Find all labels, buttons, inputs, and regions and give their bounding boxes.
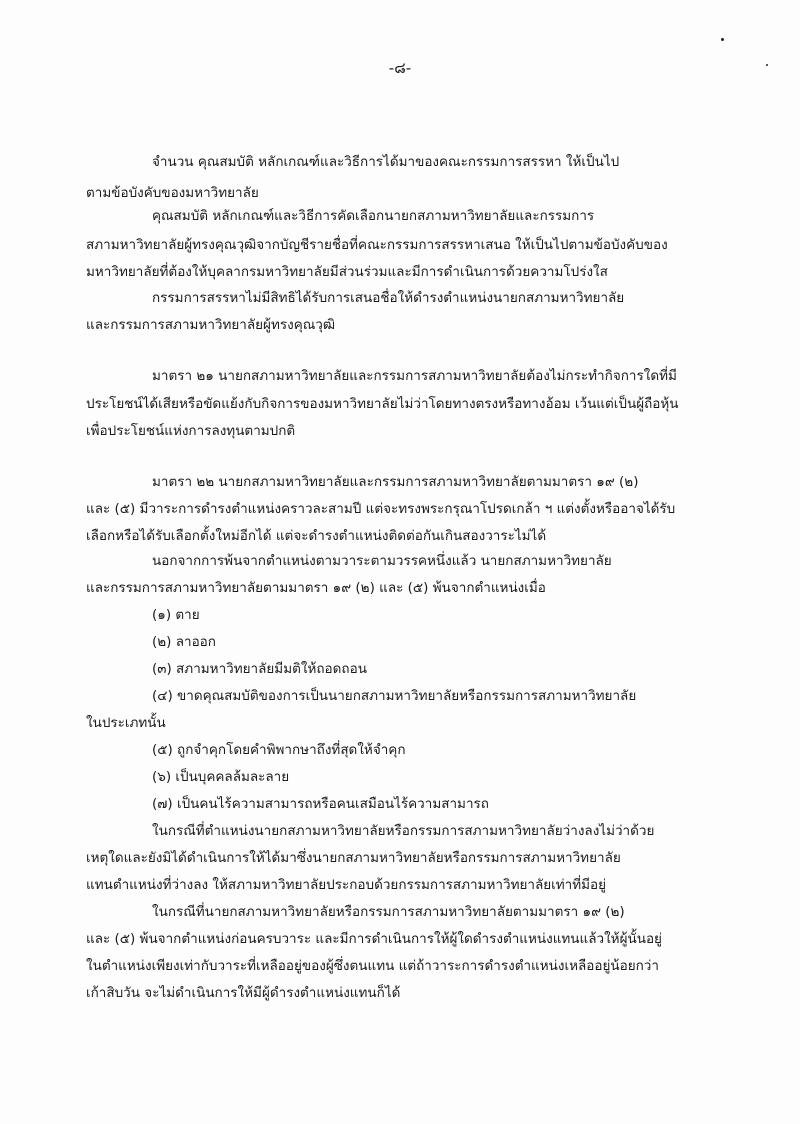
section-21-line-3: เพื่อประโยชน์แห่งการลงทุนตามปกติ	[86, 423, 296, 439]
paragraph-removal-intro-line-1: นอกจากการพ้นจากตำแหน่งตามวาระตามวรรคหนึ่งแล้ว นายกสภามหาวิทยาลัย	[152, 553, 612, 569]
paragraph-committee-composition-line-2: ตามข้อบังคับของมหาวิทยาลัย	[86, 185, 259, 201]
paragraph-committee-composition-line-1: จำนวน คุณสมบัติ หลักเกณฑ์และวิธีการได้มาของคณะกรรมการสรรหา ให้เป็นไป	[152, 154, 620, 170]
paragraph-committee-ineligibility-line-2: และกรรมการสภามหาวิทยาลัยผู้ทรงคุณวุฒิ	[86, 317, 336, 333]
section-22-line-1: มาตรา ๒๒ นายกสภามหาวิทยาลัยและกรรมการสภามหาวิทยาลัยตามมาตรา ๑๙ (๒)	[152, 474, 639, 490]
removal-item-5: (๕) ถูกจำคุกโดยคำพิพากษาถึงที่สุดให้จำคุก	[152, 742, 406, 758]
removal-item-2: (๒) ลาออก	[152, 634, 216, 650]
removal-item-4-continuation: ในประเภทนั้น	[86, 715, 166, 731]
paragraph-committee-ineligibility-line-1: กรรมการสรรหาไม่มีสิทธิได้รับการเสนอชื่อให้ดำรงตำแหน่งนายกสภามหาวิทยาลัย	[152, 290, 625, 306]
paragraph-selection-rules-line-3: มหาวิทยาลัยที่ต้องให้บุคลากรมหาวิทยาลัยมีส่วนร่วมและมีการดำเนินการด้วยความโปร่งใส	[86, 264, 608, 280]
section-21-line-1: มาตรา ๒๑ นายกสภามหาวิทยาลัยและกรรมการสภามหาวิทยาลัยต้องไม่กระทำกิจการใดที่มี	[152, 368, 677, 384]
removal-item-3: (๓) สภามหาวิทยาลัยมีมติให้ถอดถอน	[152, 661, 367, 677]
paragraph-replacement-line-2: และ (๕) พ้นจากตำแหน่งก่อนครบวาระ และมีการดำเนินการให้ผู้ใดดำรงตำแหน่งแทนแล้วให้ผู้นั้นอยู่	[86, 931, 662, 947]
removal-item-1: (๑) ตาย	[152, 607, 200, 623]
removal-item-7: (๗) เป็นคนไร้ความสามารถหรือคนเสมือนไร้ความสามารถ	[152, 796, 489, 812]
page-number: -๘-	[388, 59, 412, 77]
paragraph-replacement-line-1: ในกรณีที่นายกสภามหาวิทยาลัยหรือกรรมการสภามหาวิทยาลัยตามมาตรา ๑๙ (๒)	[152, 904, 625, 920]
paragraph-replacement-line-4: เก้าสิบวัน จะไม่ดำเนินการให้มีผู้ดำรงตำแหน่งแทนก็ได้	[86, 985, 401, 1001]
paragraph-removal-intro-line-2: และกรรมการสภามหาวิทยาลัยตามมาตรา ๑๙ (๒) และ (๕) พ้นจากตำแหน่งเมื่อ	[86, 580, 546, 596]
paragraph-vacancy-line-2: เหตุใดและยังมิได้ดำเนินการให้ได้มาซึ่งนายกสภามหาวิทยาลัยหรือกรรมการสภามหาวิทยาลัย	[86, 850, 621, 866]
section-21-line-2: ประโยชน์ได้เสียหรือขัดแย้งกับกิจการของมหาวิทยาลัยไม่ว่าโดยทางตรงหรือทางอ้อม เว้นแต่เป็นผู้ถือหุ้น	[86, 396, 679, 412]
section-22-line-2: และ (๕) มีวาระการดำรงตำแหน่งคราวละสามปี แต่จะทรงพระกรุณาโปรดเกล้า ฯ แต่งตั้งหรืออาจได้รับ	[86, 501, 676, 517]
paragraph-selection-rules-line-2: สภามหาวิทยาลัยผู้ทรงคุณวุฒิจากบัญชีรายชื่อที่คณะกรรมการสรรหาเสนอ ให้เป็นไปตามข้อบังคับของ	[86, 237, 668, 253]
paragraph-selection-rules-line-1: คุณสมบัติ หลักเกณฑ์และวิธีการคัดเลือกนายกสภามหาวิทยาลัยและกรรมการ	[152, 208, 595, 224]
removal-item-4: (๔) ขาดคุณสมบัติของการเป็นนายกสภามหาวิทยาลัยหรือกรรมการสภามหาวิทยาลัย	[152, 688, 637, 704]
paragraph-vacancy-line-3: แทนตำแหน่งที่ว่างลง ให้สภามหาวิทยาลัยประกอบด้วยกรรมการสภามหาวิทยาลัยเท่าที่มีอยู่	[86, 877, 607, 893]
paragraph-replacement-line-3: ในตำแหน่งเพียงเท่ากับวาระที่เหลืออยู่ของผู้ซึ่งตนแทน แต่ถ้าวาระการดำรงตำแหน่งเหลืออยู่น้อยกว่า	[86, 958, 659, 974]
scan-speck	[721, 38, 724, 41]
paragraph-vacancy-line-1: ในกรณีที่ตำแหน่งนายกสภามหาวิทยาลัยหรือกรรมการสภามหาวิทยาลัยว่างลงไม่ว่าด้วย	[152, 823, 655, 839]
removal-item-6: (๖) เป็นบุคคลล้มละลาย	[152, 769, 290, 785]
section-22-line-3: เลือกหรือได้รับเลือกตั้งใหม่อีกได้ แต่จะดำรงตำแหน่งติดต่อกันเกินสองวาระไม่ได้	[86, 528, 547, 544]
